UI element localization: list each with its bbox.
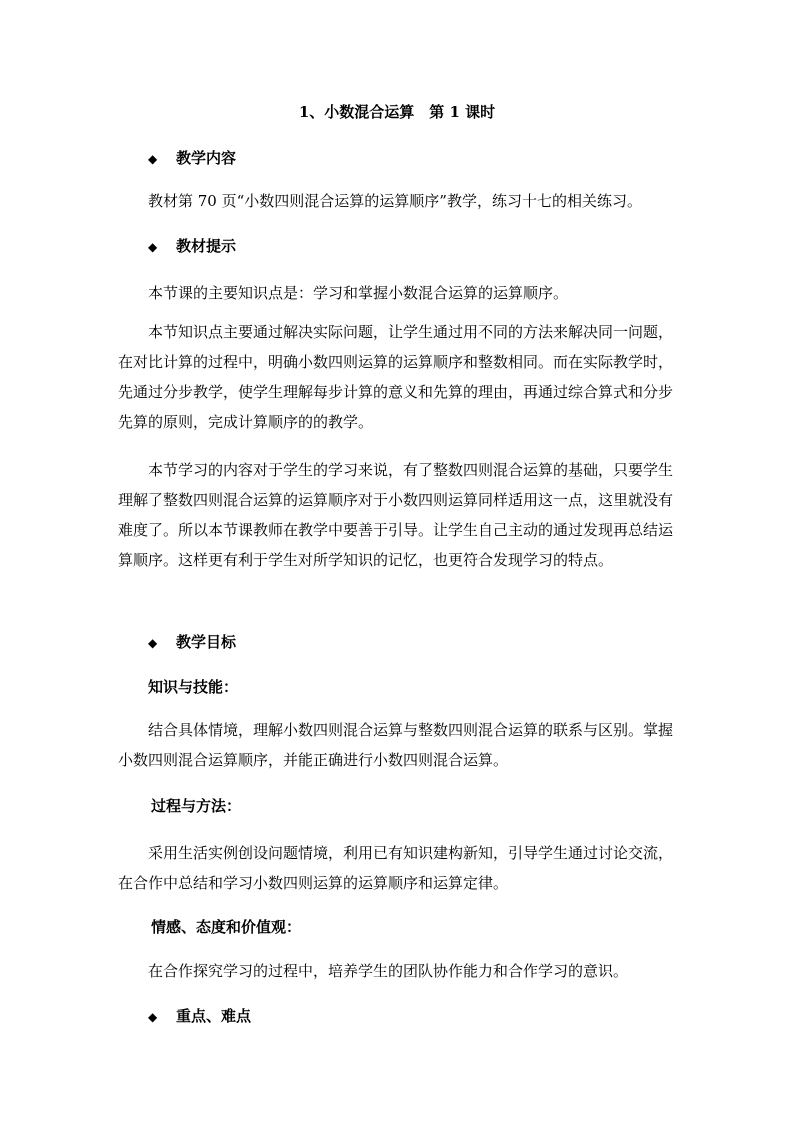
knowledge-skills-text: 结合具体情境，理解小数四则混合运算与整数四则混合运算的联系与区别。掌握小数四则混合运算顺序，并能正确进行小数四则混合运算。 xyxy=(118,721,674,769)
diamond-icon: ◆ xyxy=(148,636,158,650)
section-heading-key-points xyxy=(148,1006,251,1027)
emotion-values-text: 在合作探究学习的过程中，培养学生的团队协作能力和合作学习的意识。 xyxy=(148,962,629,980)
process-method-heading: 过程与方法： xyxy=(151,797,242,815)
section-heading-label: 教学内容 xyxy=(176,149,237,167)
section-heading-label: 教材提示 xyxy=(176,237,237,255)
page-title: 1、小数混合运算 第 1 课时 xyxy=(298,103,496,121)
section-heading-label: 教学目标 xyxy=(176,633,237,651)
section-heading-goals xyxy=(148,632,236,653)
process-method-text: 采用生活实例创设问题情境，利用已有知识建构新知，引导学生通过讨论交流，在合作中总结和学习小数四则运算的运算顺序和运算定律。 xyxy=(118,844,674,892)
section-heading-content xyxy=(148,148,236,169)
content-text: 教材第 70 页“小数四则混合运算的运算顺序”教学，练习十七的相关练习。 xyxy=(148,192,642,210)
knowledge-skills-heading: 知识与技能： xyxy=(148,678,239,696)
section-heading-label: 重点、难点 xyxy=(176,1007,252,1025)
emotion-values-heading: 情感、态度和价值观： xyxy=(151,918,302,936)
diamond-icon: ◆ xyxy=(148,152,158,166)
section-heading-hints xyxy=(148,236,236,257)
hints-paragraph-1: 本节课的主要知识点是：学习和掌握小数混合运算的运算顺序。 xyxy=(148,284,569,302)
diamond-icon: ◆ xyxy=(148,1010,158,1024)
hints-paragraph-2: 本节知识点主要通过解决实际问题，让学生通过用不同的方法来解决同一问题，在对比计算的过程中，明确小数四则运算的运算顺序和整数相同。而在实际教学时，先通过分步教学，使学生理解每步计算的意义和先算的理由，再通过综合算式和分步先算的原则，完成计算顺序的的教学。 xyxy=(118,323,674,431)
diamond-icon: ◆ xyxy=(148,240,158,254)
hints-paragraph-3: 本节学习的内容对于学生的学习来说，有了整数四则混合运算的基础，只要学生理解了整数四则混合运算的运算顺序对于小数四则运算同样适用这一点，这里就没有难度了。所以本节课教师在教学中要善于引导。让学生自己主动的通过发现再总结运算顺序。这样更有利于学生对所学知识的记忆，也更符合发现学习的特点。 xyxy=(118,461,674,569)
